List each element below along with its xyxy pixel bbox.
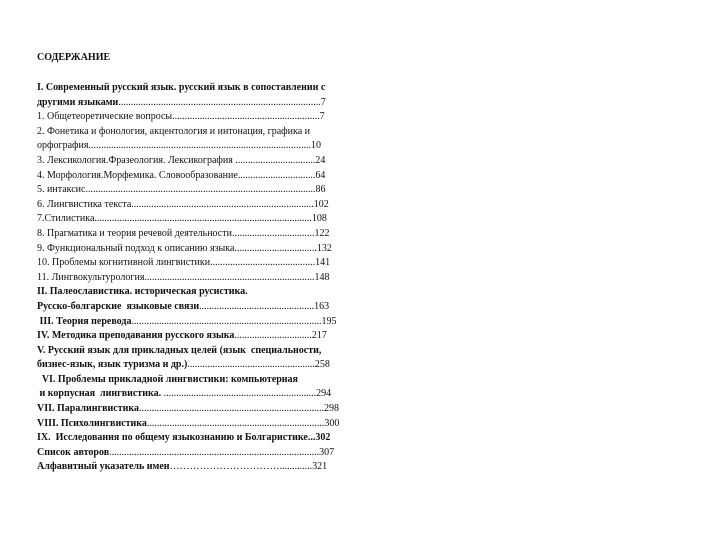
toc-entry: II. Палеославистика. историческая русистика. [37,286,248,298]
toc-entry: I. Современный русский язык. русский язык в сопоставлении с [37,82,326,93]
toc-entry-title: бизнес-язык, язык туризма и др.) [37,359,188,371]
toc-entry-leader: ....................................................................................307 [109,446,335,458]
toc-entry-leader: .................................................................................7 [118,96,326,108]
toc-entry-leader: ..............................................163 [199,300,330,312]
toc-entry-title: другими языками [37,96,119,108]
toc-entry [37,315,382,330]
toc-entry [37,460,382,475]
toc-entry [37,329,382,344]
toc-entry: 11. Лингвокультурология....................................................................148 [37,271,330,283]
toc-entry: 10. Проблемы когнитивной лингвистики..........................................141 [37,257,331,269]
toc-entry [37,446,382,461]
toc-entry: 5. интаксис............................................................................................86 [37,184,326,196]
toc-entry [37,358,382,373]
toc-entry-title: и корпусная лингвистика. [37,388,162,400]
toc-entry: 3. Лексикология.Фразеология. Лексикография ................................24 [37,154,326,166]
toc-entry-leader: …………………………….............321 [169,461,328,473]
toc-entry [37,387,382,402]
toc-entry [37,417,382,432]
toc-entry: VI. Проблемы прикладной лингвистики: компьютерная [37,373,298,385]
toc-entry [37,300,382,315]
toc-entry: 7.Стилистика.......................................................................................108 [37,213,327,225]
toc-entry-leader: .............................................................294 [161,388,332,400]
toc-entry-leader: ...................................................258 [187,359,330,371]
toc-entry: 8. Прагматика и теория речевой деятельности.................................122 [37,227,330,239]
toc-entry-title: Алфавитный указатель имен [37,461,170,473]
toc-heading: СОДЕРЖАНИЕ [37,52,111,63]
toc-entry-title: VII. Паралингвистика [37,403,139,415]
toc-entry-title: Русско-болгарские языковые связи [37,300,200,312]
toc-entry: V. Русский язык для прикладных целей (язык специальности, [37,344,322,356]
toc-entry-leader: .......................................................................300 [146,417,340,429]
toc-entry: IX. Исследования по общему языкознанию и Болгаристике...302 [37,432,331,444]
toc-entry: орфография.........................................................................................10 [37,140,321,152]
toc-entry-leader: ..........................................................................298 [139,403,339,415]
table-of-contents [37,52,382,475]
toc-entry-title: IV. Методика преподавания русского языка [37,330,235,342]
toc-entry: 6. Лингвистика текста.........................................................................102 [37,198,329,210]
toc-list [37,81,382,475]
toc-entry: 1. Общетеоретические вопросы...........................................................7 [37,111,325,123]
toc-entry: 4. Морфология.Морфемика. Словообразование...............................64 [37,169,326,181]
toc-entry-title: Список авторов [37,446,110,458]
toc-entry-title: III. Теория перевода [37,315,132,327]
toc-entry [37,402,382,417]
toc-entry-leader: ............................................................................195 [131,315,337,327]
toc-entry-leader: ...............................217 [234,330,327,342]
toc-entry: 2. Фонетика и фонология, акцентология и интонация, графика и [37,125,310,137]
toc-entry: 9. Функциональный подход к описанию языка.................................132 [37,242,332,254]
toc-entry-title: VIII. Психолингвистика [37,417,147,429]
toc-entry [37,96,382,111]
